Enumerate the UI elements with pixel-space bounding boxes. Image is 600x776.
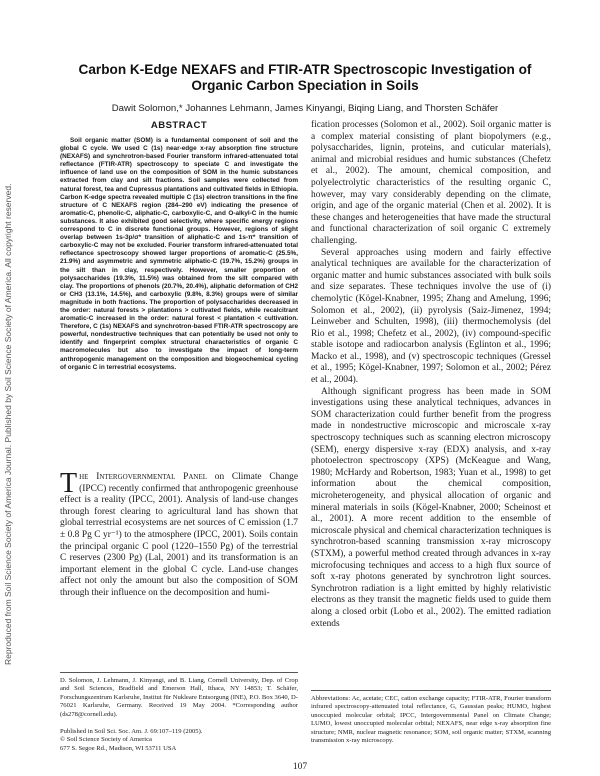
body-paragraph: Several approaches using modern and fairly effective analytical techniques are available for the characterization of organic matter and humic substances associated with bulk soils and size separates. These techniques involve the use of (i) chemolytic (Kögel-Knabner, 1995; Zhang and Amelung, 1996; Solomon et al., 2002), (ii) pyrolysis (Saiz-Jimenez, 1994; Leinweber and Schulten, 1998), (iii) thermochemolysis (del Rio et al., 1998; Chefetz et al., 2002), (iv) compound-specific stable isotope and radiocarbon analysis (Eglinton et al., 1996; Macko et al., 1998), and (v) spectroscopic techniques (Gressel et al., 1995; Kögel-Knabner, 1997; Solomon et al., 2002; Pérez et al., 2004).	[311, 247, 551, 386]
abbreviations-footnote: Abbreviations: Ac, acetate; CEC, cation exchange capacity; FTIR-ATR, Fourier transform infrared spectroscopy-attenuated total reflectance, G, Gaussian peaks; HUMO, highest unoccupied molecular orbital; IPCC, Intergovernmental Panel on Climate Change; LUMO, lowest unoccupied molecular orbital; NEXAFS, near edge x-ray absorption fine structure; NMR, nuclear magnetic resonance; SOM, soil organic matter; STXM, scanning transmission x-ray microscopy.	[311, 695, 551, 745]
abstract-text: Soil organic matter (SOM) is a fundamental component of soil and the global C cycle. We used C (1s) near-edge x-ray absorption fine structure (NEXAFS) and synchrotron-based Fourier transform infrared-attenuated total reflectance (FTIR-ATR) spectroscopy to speciate C and investigate the influence of land use on the composition of SOM in the humic substances extracted from clay and silt fractions. Soil samples were collected from natural forest, tea and Cupressus plantations and cultivated fields in Ethiopia. Carbon K-edge spectra revealed multiple C (1s) electron transitions in the fine structure of C NEXAFS region (284–290 eV) indicating the presence of aromatic-C, phenolic-C, aliphatic-C, carboxylic-C, and O-alkyl-C in the humic substances. It also exhibited good selectivity, where specific energy regions correspond to C in discrete functional groups. However, regions of slight overlap between 1s-3p/σ* transition of aliphatic-C and 1s-π* transition of carboxylic-C may not be excluded. Fourier transform infrared-attenuated total reflectance spectroscopy showed larger proportions of aromatic-C (25.5%, 21.9%) and asymmetric and symmetric aliphatic-C (19.7%, 15.2%) groups in the silt than in clay, respectively. However, smaller proportion of polysaccharides (19.3%, 11.5%) was obtained from the silt compared with clay. The proportions of phenols (20.7%, 20.4%), aliphatic deformation of CH2 or CH3 (13.1%, 14.5%), and carboxylic (9.8%, 8.3%) groups were of similar magnitude in both fractions. The proportion of polysaccharides decreased in the order: natural forests > plantations > cultivated fields, while recalcitrant aromatic-C increased in the order: natural forest < plantation < cultivation. Therefore, C (1s) NEXAFS and synchrotron-based FTIR-ATR spectroscopy are powerful, nondestructive techniques that can potentially be used not only to identify and fingerprint complex structural characteristics of organic C macromolecules but also to investigate the impact of long-term anthropogenic management on the composition and biogeochemical cycling of organic C in terrestrial ecosystems.	[60, 137, 298, 371]
abstract-section	[60, 120, 298, 372]
paper-title	[60, 62, 550, 94]
publication-citation: Published in Soil Sci. Soc. Am. J. 69:107–119 (2005).	[60, 728, 203, 735]
copyright-text: Reproduced from Soil Science Society of America Journal. Published by Soil Science Society of America. All copyright reserved.	[3, 183, 13, 665]
introduction-paragraph	[60, 468, 298, 600]
abstract-heading: ABSTRACT	[150, 120, 208, 131]
title-line-2: Organic Carbon Speciation in Soils	[191, 78, 419, 93]
author-list: Dawit Solomon,* Johannes Lehmann, James Kinyangi, Biqing Liang, and Thorsten Schäfer	[111, 103, 499, 114]
right-column	[311, 120, 551, 630]
abbreviations-rule	[311, 690, 551, 691]
publication-copyright: © Soil Science Society of America	[60, 736, 152, 744]
body-paragraph: fication processes (Solomon et al., 2002). Soil organic matter is a complex material consisting of plant biopolymers (e.g., polysaccharides, lignin, proteins, and cuticular materials), animal and microbial residues and humic substances (Chefetz et al., 2002). The amount, chemical composition, and polyelectrolytic characteristics of the resulting organic C, however, may vary considerably depending on the climate, origin, and age of the organic material (Chen et al. 2002). It is these changes and heterogeneities that have made the structural and functional characterization of soil organic C extremely challenging.	[311, 120, 551, 246]
footnote-rule	[60, 672, 298, 673]
body-paragraph: Although significant progress has been made in SOM investigations using these analytical techniques, advances in SOM characterization could further benefit from the progress made in nondestructive microscopic and microscale x-ray spectroscopy techniques such as scanning electron microscopy (SEM), energy dispersive x-ray (EDX) analysis, and x-ray photoelectron spectroscopy (XPS) (McKeague and Wang, 1980; McHardy and Robertson, 1983; Yuan et al., 1998) to get information about the chemical composition, microheterogeneity, and physical allocation of organic and mineral materials in soils (Kögel-Knabner, 2000; Scheinost et al., 2001). A more recent addition to the ensemble of microscale physical and chemical characterization techniques is synchrotron-based scanning transmission x-ray microscopy (STXM), a powerful method created through advances in x-ray microfocusing techniques and access to a high flux source of soft x-ray photons generated by synchrotron light sources. Synchrotron radiation is a light emitted by highly relativistic electrons as they transit the magnetic fields used to guide them along a closed orbit (Lobo et al., 2002). The emitted radiation extends	[311, 386, 551, 629]
drop-cap: T	[60, 468, 78, 499]
author-affiliations: D. Solomon, J. Lehmann, J. Kinyangi, and B. Liang, Cornell University, Dep. of Crop and Soil Sciences, Bradfield and Emerson Hall, Ithaca, NY 14853; T. Schäfer, Forschungszentrum Karlsruhe, Institut für Nukleare Entsorgung (INE), P.O. Box 3640, D-76021 Karlsruhe, Germany. Received 19 May 2004. *Corresponding author (ds278@cornell.edu).	[60, 677, 298, 718]
page-number: 107	[292, 762, 308, 772]
publisher-address: 677 S. Segoe Rd., Madison, WI 53711 USA	[60, 744, 177, 752]
publication-info	[60, 728, 298, 753]
copyright-side-note	[3, 95, 15, 665]
intro-smallcaps: he Intergovernmental Panel	[79, 472, 208, 482]
intro-text: on Climate Change (IPCC) recently confirmed that anthropogenic greenhouse effect is a reality (IPCC, 2001). Analysis of land-use changes through forest clearing to agricultural land has shown that global terrestrial ecosystems are net sources of C emission (1.7 ± 0.8 Pg C yr⁻¹) to the atmosphere (IPCC, 2001). Soils contain the principal organic C pool (1220–1550 Pg) of the terrestrial C reserves (2300 Pg) (Lal, 2001) and its transformation is an important element in the global C cycle. Land-use changes affect not only the amount but also the composition of SOM through their influence on the decomposition and humi-	[60, 472, 298, 598]
title-line-1: Carbon K-Edge NEXAFS and FTIR-ATR Spectroscopic Investigation of	[78, 62, 532, 77]
